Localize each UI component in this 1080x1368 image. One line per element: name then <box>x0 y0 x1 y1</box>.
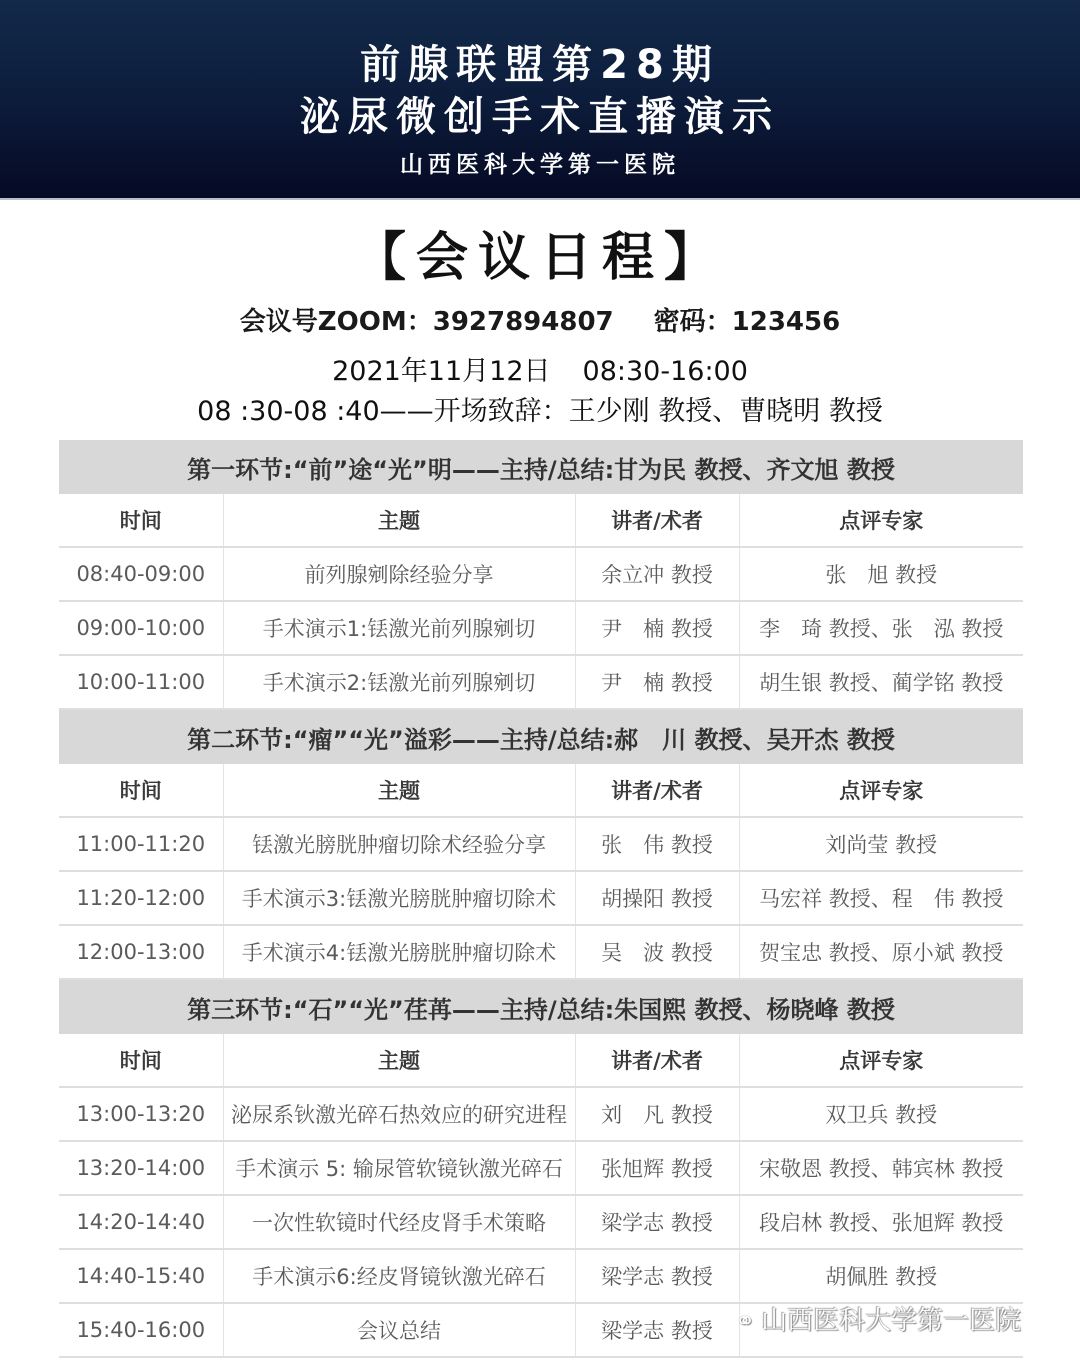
cell-topic: 手术演示4:铥激光膀胱肿瘤切除术 <box>223 925 575 979</box>
section-title: 第一环节:“前”途“光”明——主持/总结:甘为民 教授、齐文旭 教授 <box>59 440 1023 494</box>
date-line <box>0 354 1080 390</box>
watermark-text: 山西医科大学第一医院 <box>761 1306 1022 1336</box>
table-row <box>59 1249 1023 1303</box>
cell-topic: 一次性软镜时代经皮肾手术策略 <box>223 1195 575 1249</box>
meeting-info <box>0 304 1080 340</box>
table-row <box>59 601 1023 655</box>
event-title: 前腺联盟第28期 <box>360 42 720 88</box>
col-speaker: 讲者/术者 <box>575 764 739 817</box>
meeting-date: 2021年11月12日 <box>332 356 551 387</box>
cell-time: 10:00-11:00 <box>59 655 223 709</box>
table-row <box>59 547 1023 601</box>
cell-speaker: 张旭辉 教授 <box>575 1141 739 1195</box>
cell-speaker: 吴 波 教授 <box>575 925 739 979</box>
col-time: 时间 <box>59 764 223 817</box>
section-title: 第三环节:“石”“光”荏苒——主持/总结:朱国熙 教授、杨晓峰 教授 <box>59 979 1023 1034</box>
section-header <box>59 440 1023 494</box>
cell-reviewer: 张 旭 教授 <box>739 547 1023 601</box>
header-banner <box>0 0 1080 200</box>
cell-speaker: 刘 凡 教授 <box>575 1087 739 1141</box>
cell-speaker: 梁学志 教授 <box>575 1249 739 1303</box>
event-subtitle: 泌尿微创手术直播演示 <box>300 94 780 140</box>
organizer-name: 山西医科大学第一医院 <box>400 152 680 178</box>
cell-reviewer: 胡佩胜 教授 <box>739 1249 1023 1303</box>
cell-time: 14:20-14:40 <box>59 1195 223 1249</box>
cell-time: 08:40-09:00 <box>59 547 223 601</box>
cell-topic: 铥激光膀胱肿瘤切除术经验分享 <box>223 817 575 871</box>
cell-topic: 手术演示6:经皮肾镜钬激光碎石 <box>223 1249 575 1303</box>
section-title: 第二环节:“瘤”“光”溢彩——主持/总结:郝 川 教授、吴开杰 教授 <box>59 709 1023 764</box>
column-header-row <box>59 494 1023 547</box>
cell-time: 15:40-16:00 <box>59 1303 223 1357</box>
cell-topic: 手术演示1:铥激光前列腺剜切 <box>223 601 575 655</box>
zoom-meeting-id: 会议号ZOOM：3927894807 <box>239 307 614 337</box>
cell-reviewer: 贺宝忠 教授、原小斌 教授 <box>739 925 1023 979</box>
col-speaker: 讲者/术者 <box>575 494 739 547</box>
cell-speaker: 尹 楠 教授 <box>575 655 739 709</box>
col-topic: 主题 <box>223 1034 575 1087</box>
column-header-row <box>59 1034 1023 1087</box>
cell-reviewer: 宋敬恩 教授、韩宾林 教授 <box>739 1141 1023 1195</box>
schedule-table <box>59 440 1023 1358</box>
agenda-heading: 【会议日程】 <box>353 228 726 288</box>
cell-topic: 手术演示 5: 输尿管软镜钬激光碎石 <box>223 1141 575 1195</box>
cell-topic: 泌尿系钬激光碎石热效应的研究进程 <box>223 1087 575 1141</box>
cell-reviewer: 李 琦 教授、张 泓 教授 <box>739 601 1023 655</box>
col-topic: 主题 <box>223 764 575 817</box>
cell-topic: 前列腺剜除经验分享 <box>223 547 575 601</box>
cell-reviewer: 马宏祥 教授、程 伟 教授 <box>739 871 1023 925</box>
col-time: 时间 <box>59 494 223 547</box>
meeting-time-range: 08:30-16:00 <box>582 356 748 387</box>
cell-speaker: 梁学志 教授 <box>575 1303 739 1357</box>
cell-reviewer: 刘尚莹 教授 <box>739 817 1023 871</box>
col-topic: 主题 <box>223 494 575 547</box>
cell-speaker: 梁学志 教授 <box>575 1195 739 1249</box>
wechat-icon: ⚭ <box>735 1307 756 1335</box>
col-reviewer: 点评专家 <box>739 1034 1023 1087</box>
section-header <box>59 709 1023 764</box>
cell-speaker: 张 伟 教授 <box>575 817 739 871</box>
table-row <box>59 1141 1023 1195</box>
table-row <box>59 1195 1023 1249</box>
cell-time: 11:00-11:20 <box>59 817 223 871</box>
table-row <box>59 1087 1023 1141</box>
column-header-row <box>59 764 1023 817</box>
cell-topic: 会议总结 <box>223 1303 575 1357</box>
cell-time: 09:00-10:00 <box>59 601 223 655</box>
table-row <box>59 655 1023 709</box>
cell-time: 11:20-12:00 <box>59 871 223 925</box>
cell-time: 13:00-13:20 <box>59 1087 223 1141</box>
col-reviewer: 点评专家 <box>739 494 1023 547</box>
col-reviewer: 点评专家 <box>739 764 1023 817</box>
meeting-password: 密码：123456 <box>653 307 841 337</box>
cell-reviewer: 胡生银 教授、蔺学铭 教授 <box>739 655 1023 709</box>
table-row <box>59 871 1023 925</box>
section-header <box>59 979 1023 1034</box>
cell-topic: 手术演示3:铥激光膀胱肿瘤切除术 <box>223 871 575 925</box>
col-speaker: 讲者/术者 <box>575 1034 739 1087</box>
table-row <box>59 925 1023 979</box>
cell-speaker: 胡操阳 教授 <box>575 871 739 925</box>
cell-time: 13:20-14:00 <box>59 1141 223 1195</box>
opening-remarks: 08 :30-08 :40——开场致辞：王少刚 教授、曹晓明 教授 <box>197 396 883 427</box>
cell-time: 12:00-13:00 <box>59 925 223 979</box>
wechat-watermark <box>735 1304 1021 1338</box>
cell-topic: 手术演示2:铥激光前列腺剜切 <box>223 655 575 709</box>
cell-time: 14:40-15:40 <box>59 1249 223 1303</box>
col-time: 时间 <box>59 1034 223 1087</box>
cell-speaker: 余立冲 教授 <box>575 547 739 601</box>
cell-reviewer: 段启林 教授、张旭辉 教授 <box>739 1195 1023 1249</box>
cell-reviewer: 双卫兵 教授 <box>739 1087 1023 1141</box>
cell-speaker: 尹 楠 教授 <box>575 601 739 655</box>
table-row <box>59 817 1023 871</box>
